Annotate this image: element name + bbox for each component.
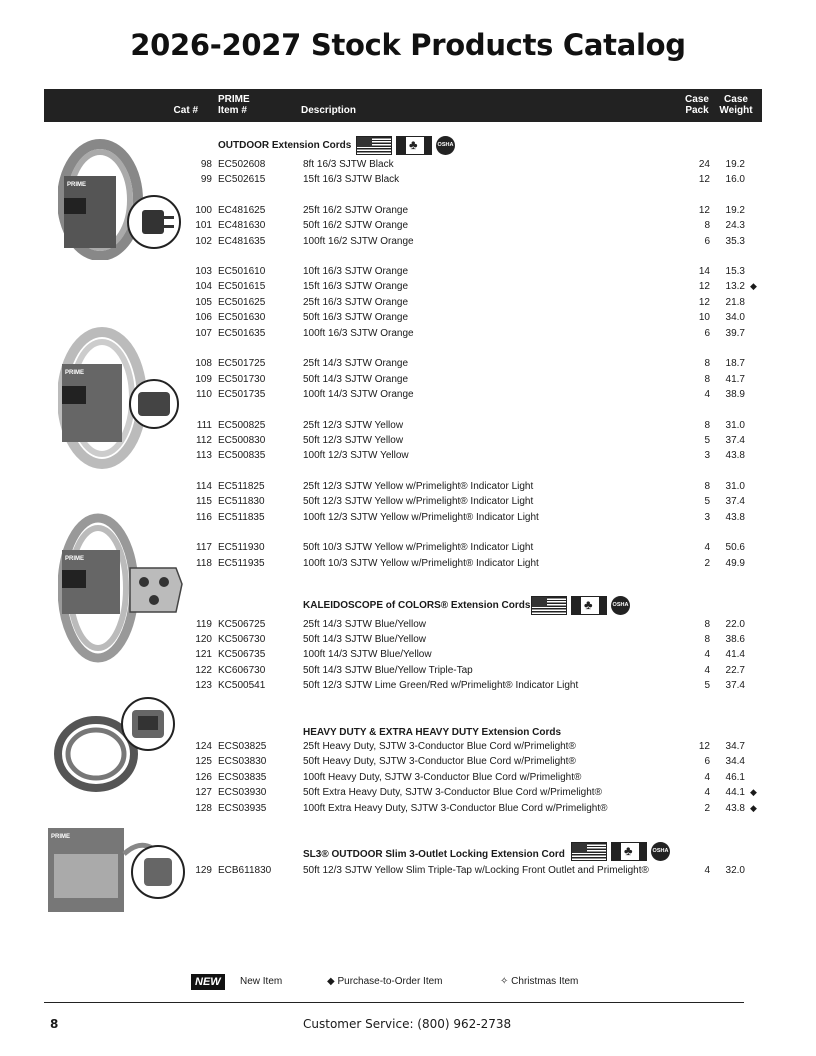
item-number: EC500825 [218,420,266,431]
cat-number: 122 [195,665,212,676]
description: 50ft 14/3 SJTW Orange [303,374,409,385]
item-number: EC501625 [218,297,266,308]
cat-number: 128 [195,803,212,814]
case-pack: 24 [698,159,710,170]
section-title: KALEIDOSCOPE of COLORS® Extension Cords [303,600,531,611]
table-row [0,632,816,647]
description: 100ft 12/3 SJTW Yellow [303,450,409,461]
table-row [0,356,816,371]
case-weight: 34.4 [725,756,745,767]
case-pack: 6 [704,328,710,339]
table-row [0,663,816,678]
item-number: ECS03935 [218,803,267,814]
table-row [0,433,816,448]
case-weight: 22.0 [725,619,745,630]
case-pack: 4 [704,665,710,676]
item-number: EC501635 [218,328,266,339]
cat-number: 119 [196,619,212,630]
customer-service: Customer Service: (800) 962-2738 [303,1017,512,1031]
cat-number: 113 [196,450,212,461]
description: 25ft 14/3 SJTW Orange [303,358,409,369]
brand-label: PRIME [65,556,85,562]
item-number: ECS03930 [218,787,267,798]
legend-christmas-item: ✧ Christmas Item [500,976,579,987]
description: 100ft 16/2 SJTW Orange [303,236,414,247]
description: 50ft 12/3 SJTW Yellow [303,435,404,446]
description: 50ft 16/2 SJTW Orange [303,220,409,231]
table-row [0,479,816,494]
case-weight: 31.0 [725,481,745,492]
item-number: EC511825 [218,481,265,492]
item-number: EC481630 [218,220,266,231]
table-row [0,678,816,693]
table-row [0,310,816,325]
brand-label: PRIME [51,834,71,840]
cat-number: 126 [195,772,212,783]
case-pack: 4 [704,649,710,660]
case-pack: 8 [704,374,710,385]
footer-divider [44,1002,744,1003]
case-pack: 6 [704,236,710,247]
item-number: EC502615 [218,174,266,185]
item-number: KC500541 [218,680,266,691]
case-pack: 2 [704,803,710,814]
cat-number: 99 [200,174,212,185]
case-weight: 32.0 [725,865,745,876]
case-pack: 4 [704,787,710,798]
table-row [0,279,816,294]
case-weight: 37.4 [725,496,745,507]
brand-label: PRIME [67,182,87,188]
cat-number: 108 [195,358,212,369]
description: 25ft 16/2 SJTW Orange [303,205,409,216]
table-row [0,617,816,632]
cat-number: 110 [196,389,212,400]
case-weight: 37.4 [725,680,745,691]
item-number: EC511830 [218,496,265,507]
table-row [0,739,816,754]
item-number: EC501725 [218,358,266,369]
description: 50ft Heavy Duty, SJTW 3-Conductor Blue Cord w/Primelight® [303,756,576,767]
cat-number: 123 [195,680,212,691]
description: 50ft 16/3 SJTW Orange [303,312,409,323]
case-weight: 13.2 [725,281,745,292]
table-row [0,218,816,233]
cat-number: 101 [195,220,212,231]
case-pack: 8 [704,481,710,492]
item-number: EC501610 [218,266,266,277]
description: 25ft 12/3 SJTW Yellow w/Primelight® Indicator Light [303,481,534,492]
case-pack: 4 [704,865,710,876]
order-mark: ◆ [750,787,757,797]
cat-number: 102 [195,236,212,247]
case-weight: 41.4 [725,649,745,660]
us-flag-icon [531,596,567,615]
table-row [0,863,816,878]
cat-number: 107 [195,328,212,339]
case-pack: 4 [704,542,710,553]
case-weight: 39.7 [725,328,745,339]
description: 100ft 12/3 SJTW Yellow w/Primelight® Indicator Light [303,512,539,523]
case-weight: 21.8 [725,297,745,308]
section-title: HEAVY DUTY & EXTRA HEAVY DUTY Extension Cords [303,727,562,738]
description: 100ft 14/3 SJTW Blue/Yellow [303,649,432,660]
table-row [0,801,816,816]
item-number: KC506725 [218,619,266,630]
canada-flag-icon [396,136,432,155]
description: 100ft Extra Heavy Duty, SJTW 3-Conductor Blue Cord w/Primelight® [303,803,608,814]
table-row [0,172,816,187]
legend [0,974,816,992]
item-number: EC502608 [218,159,266,170]
case-weight: 15.3 [725,266,745,277]
item-number: ECS03825 [218,741,267,752]
item-number: EC500835 [218,450,266,461]
case-pack: 8 [704,619,710,630]
case-weight: 38.6 [725,634,745,645]
cat-number: 104 [195,281,212,292]
item-number: EC511835 [218,512,265,523]
header-description: Description [301,105,357,116]
new-item-badge: NEW [191,974,225,990]
description: 15ft 16/3 SJTW Black [303,174,400,185]
case-weight: 43.8 [725,512,745,523]
canada-flag-icon [571,596,607,615]
case-weight: 18.7 [725,358,745,369]
case-pack: 12 [698,741,710,752]
case-pack: 5 [704,496,710,507]
cat-number: 111 [196,420,212,431]
case-weight: 50.6 [725,542,745,553]
case-weight: 49.9 [725,558,745,569]
case-pack: 8 [704,358,710,369]
case-pack: 4 [704,772,710,783]
case-pack: 8 [704,634,710,645]
cat-number: 120 [195,634,212,645]
description: 50ft 12/3 SJTW Yellow Slim Triple-Tap w/Locking Front Outlet and Primelight® [303,865,649,876]
item-number: KC606730 [218,665,266,676]
case-weight: 24.3 [725,220,745,231]
cat-number: 105 [195,297,212,308]
table-row [0,785,816,800]
case-pack: 12 [698,205,710,216]
case-weight: 43.8 [725,803,745,814]
description: 100ft 16/3 SJTW Orange [303,328,414,339]
header-case-weight-1: Case [724,94,748,105]
description: 10ft 16/3 SJTW Orange [303,266,409,277]
cat-number: 125 [195,756,212,767]
case-weight: 22.7 [725,665,745,676]
item-number: EC511930 [218,542,265,553]
header-case-weight-2: Weight [719,105,753,116]
description: 50ft 12/3 SJTW Yellow w/Primelight® Indicator Light [303,496,534,507]
table-row [0,157,816,172]
item-number: ECB611830 [218,865,272,876]
item-number: ECS03830 [218,756,267,767]
case-weight: 35.3 [725,236,745,247]
cat-number: 118 [196,558,212,569]
cat-number: 106 [195,312,212,323]
table-row [0,770,816,785]
case-pack: 8 [704,420,710,431]
table-row [0,540,816,555]
description: 100ft Heavy Duty, SJTW 3-Conductor Blue Cord w/Primelight® [303,772,582,783]
case-weight: 34.7 [725,741,745,752]
cat-number: 127 [195,787,212,798]
cat-number: 114 [196,481,212,492]
item-number: ECS03835 [218,772,267,783]
cat-number: 112 [196,435,212,446]
table-row [0,754,816,769]
table-row [0,295,816,310]
table-row [0,448,816,463]
brand-label: PRIME [65,370,85,376]
us-flag-icon [571,842,607,861]
item-number: EC501730 [218,374,266,385]
item-number: EC501735 [218,389,266,400]
case-pack: 2 [704,558,710,569]
case-weight: 38.9 [725,389,745,400]
cat-number: 117 [196,542,212,553]
description: 50ft 14/3 SJTW Blue/Yellow [303,634,427,645]
case-pack: 4 [704,389,710,400]
item-number: KC506730 [218,634,266,645]
cat-number: 124 [195,741,212,752]
case-pack: 5 [704,680,710,691]
description: 100ft 10/3 SJTW Yellow w/Primelight® Indicator Light [303,558,539,569]
case-pack: 10 [698,312,710,323]
order-mark: ◆ [750,803,757,813]
cat-number: 116 [196,512,212,523]
table-row [0,510,816,525]
description: 25ft 16/3 SJTW Orange [303,297,409,308]
header-case-pack-1: Case [685,94,709,105]
case-pack: 12 [698,297,710,308]
case-pack: 8 [704,220,710,231]
item-number: EC481635 [218,236,266,247]
item-number: EC511935 [218,558,265,569]
case-weight: 43.8 [725,450,745,461]
legend-purchase-to-order: ◆ Purchase-to-Order Item [327,976,443,987]
canada-flag-icon [611,842,647,861]
description: 8ft 16/3 SJTW Black [303,159,394,170]
table-row [0,203,816,218]
table-header [44,89,762,122]
case-pack: 14 [698,266,710,277]
description: 50ft Extra Heavy Duty, SJTW 3-Conductor Blue Cord w/Primelight® [303,787,602,798]
table-row [0,387,816,402]
header-item: Item # [218,105,247,116]
table-row [0,372,816,387]
cat-number: 121 [195,649,212,660]
case-weight: 44.1 [725,787,745,798]
description: 25ft 12/3 SJTW Yellow [303,420,404,431]
item-number: EC481625 [218,205,266,216]
header-case-pack-2: Pack [685,105,709,116]
legend-new-item: New Item [240,976,283,987]
description: 25ft Heavy Duty, SJTW 3-Conductor Blue Cord w/Primelight® [303,741,576,752]
description: 15ft 16/3 SJTW Orange [303,281,409,292]
case-weight: 19.2 [725,205,745,216]
case-weight: 37.4 [725,435,745,446]
header-cat: Cat # [173,105,198,116]
us-flag-icon [356,136,392,155]
case-pack: 3 [704,450,710,461]
description: 25ft 14/3 SJTW Blue/Yellow [303,619,427,630]
cat-number: 100 [195,205,212,216]
case-weight: 46.1 [725,772,745,783]
table-row [0,418,816,433]
case-pack: 3 [704,512,710,523]
table-row [0,264,816,279]
cat-number: 109 [195,374,212,385]
table-row [0,556,816,571]
case-weight: 19.2 [725,159,745,170]
table-row [0,234,816,249]
table-row [0,494,816,509]
description: 50ft 10/3 SJTW Yellow w/Primelight® Indicator Light [303,542,534,553]
case-weight: 34.0 [725,312,745,323]
osha-badge-icon: OSHA [651,842,670,861]
case-pack: 12 [698,174,710,185]
cat-number: 103 [195,266,212,277]
case-pack: 5 [704,435,710,446]
osha-badge-icon: OSHA [436,136,455,155]
case-weight: 41.7 [725,374,745,385]
case-pack: 6 [704,756,710,767]
cat-number: 98 [200,159,212,170]
order-mark: ◆ [750,281,757,291]
table-row [0,647,816,662]
section-title: SL3® OUTDOOR Slim 3-Outlet Locking Extension Cord [303,849,565,860]
item-number: EC501630 [218,312,266,323]
page-number: 8 [50,1017,59,1031]
description: 100ft 14/3 SJTW Orange [303,389,414,400]
item-number: EC500830 [218,435,266,446]
table-row [0,326,816,341]
osha-badge-icon: OSHA [611,596,630,615]
description: 50ft 12/3 SJTW Lime Green/Red w/Primelight® Indicator Light [303,680,579,691]
description: 50ft 14/3 SJTW Blue/Yellow Triple-Tap [303,665,473,676]
header-prime: PRIME [218,94,250,105]
item-number: KC506735 [218,649,266,660]
section-title: OUTDOOR Extension Cords [218,140,352,151]
page-title: 2026-2027 Stock Products Catalog [130,28,686,62]
cat-number: 129 [195,865,212,876]
cat-number: 115 [196,496,212,507]
case-weight: 16.0 [725,174,745,185]
case-weight: 31.0 [725,420,745,431]
item-number: EC501615 [218,281,266,292]
case-pack: 12 [698,281,710,292]
